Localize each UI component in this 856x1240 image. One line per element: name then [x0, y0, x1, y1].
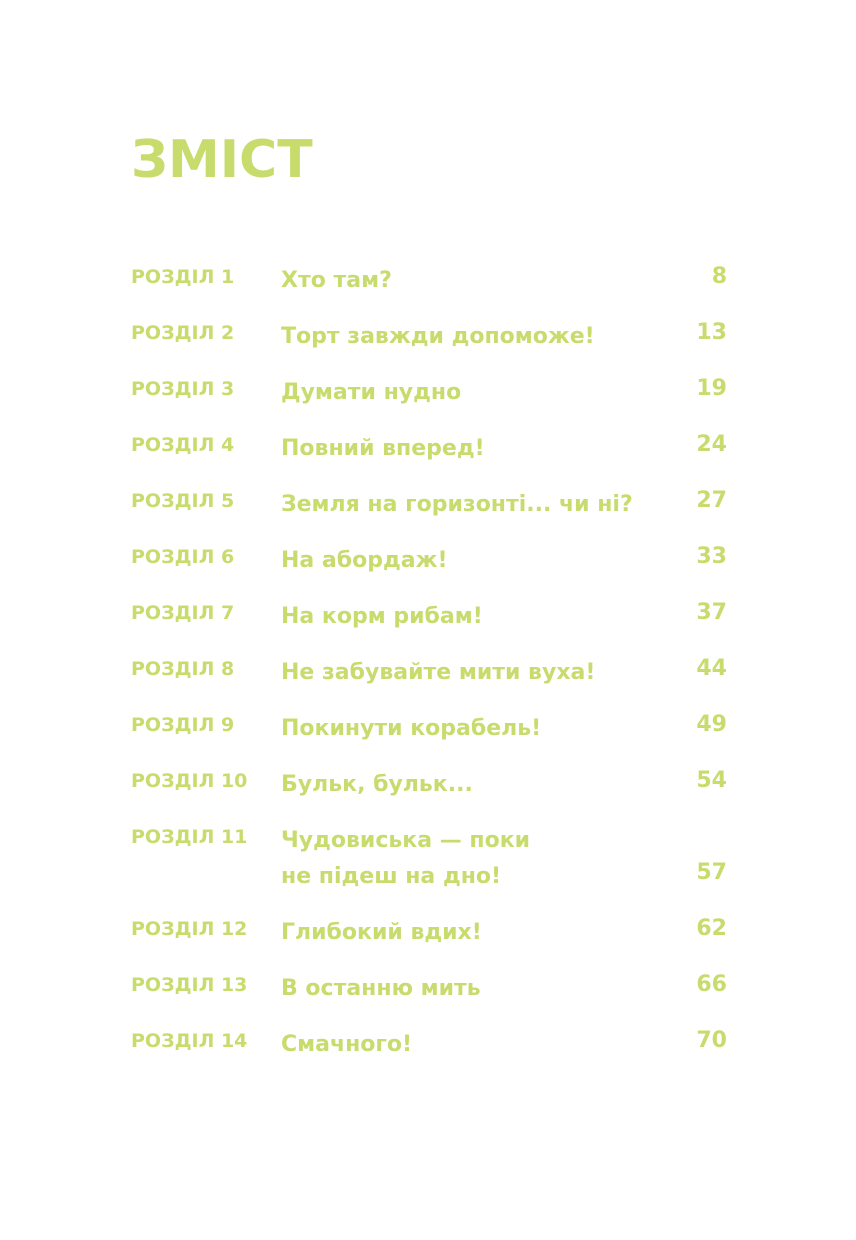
- chapter-number: РОЗДІЛ 2: [131, 322, 235, 344]
- page-number: 70: [696, 1028, 727, 1053]
- toc-entry-13[interactable]: [131, 965, 727, 1021]
- chapter-number: РОЗДІЛ 1: [131, 266, 235, 288]
- toc-entry-7[interactable]: [131, 593, 727, 649]
- toc-entry-12[interactable]: [131, 909, 727, 965]
- page-number: 44: [696, 656, 727, 681]
- chapter-title: Торт завжди допоможе!: [281, 324, 595, 349]
- chapter-title: Земля на горизонті... чи ні?: [281, 492, 633, 517]
- chapter-number: РОЗДІЛ 8: [131, 658, 235, 680]
- chapter-title: Хто там?: [281, 268, 392, 293]
- chapter-number: РОЗДІЛ 7: [131, 602, 235, 624]
- chapter-number: РОЗДІЛ 13: [131, 974, 248, 996]
- page-number: 33: [696, 544, 727, 569]
- page-number: 24: [696, 432, 727, 457]
- chapter-title: На абордаж!: [281, 548, 448, 573]
- chapter-number: РОЗДІЛ 5: [131, 490, 235, 512]
- toc-entry-6[interactable]: [131, 537, 727, 593]
- chapter-number: РОЗДІЛ 6: [131, 546, 235, 568]
- chapter-title: На корм рибам!: [281, 604, 483, 629]
- page-number: 66: [696, 972, 727, 997]
- table-of-contents: [131, 257, 727, 1077]
- chapter-number: РОЗДІЛ 11: [131, 826, 248, 848]
- chapter-title: Покинути корабель!: [281, 716, 542, 741]
- page-number: 37: [696, 600, 727, 625]
- page-number: 8: [711, 264, 727, 289]
- toc-entry-2[interactable]: [131, 313, 727, 369]
- page-number: 27: [696, 488, 727, 513]
- toc-entry-14[interactable]: [131, 1021, 727, 1077]
- chapter-title: Бульк, бульк...: [281, 772, 473, 797]
- page-number: 49: [696, 712, 727, 737]
- page-number: 19: [696, 376, 727, 401]
- page-number: 13: [696, 320, 727, 345]
- chapter-title: Глибокий вдих!: [281, 920, 482, 945]
- page-number: 62: [696, 916, 727, 941]
- chapter-title: В останню мить: [281, 976, 481, 1001]
- chapter-title: [281, 823, 651, 895]
- chapter-title: Не забувайте мити вуха!: [281, 660, 596, 685]
- page-number: 57: [696, 860, 727, 885]
- page-title: ЗМІСТ: [131, 130, 313, 190]
- toc-entry-11[interactable]: [131, 817, 727, 909]
- chapter-number: РОЗДІЛ 10: [131, 770, 248, 792]
- chapter-title-line-1: Чудовиська — поки: [281, 828, 531, 853]
- toc-entry-10[interactable]: [131, 761, 727, 817]
- chapter-number: РОЗДІЛ 9: [131, 714, 235, 736]
- chapter-title-line-2: не підеш на дно!: [281, 864, 502, 889]
- chapter-title: Думати нудно: [281, 380, 462, 405]
- chapter-number: РОЗДІЛ 4: [131, 434, 235, 456]
- chapter-title: Повний вперед!: [281, 436, 485, 461]
- chapter-number: РОЗДІЛ 14: [131, 1030, 248, 1052]
- chapter-number: РОЗДІЛ 12: [131, 918, 248, 940]
- chapter-title: Смачного!: [281, 1032, 413, 1057]
- chapter-number: РОЗДІЛ 3: [131, 378, 235, 400]
- toc-entry-3[interactable]: [131, 369, 727, 425]
- toc-entry-8[interactable]: [131, 649, 727, 705]
- toc-entry-9[interactable]: [131, 705, 727, 761]
- toc-entry-4[interactable]: [131, 425, 727, 481]
- toc-entry-1[interactable]: [131, 257, 727, 313]
- page-number: 54: [696, 768, 727, 793]
- toc-entry-5[interactable]: [131, 481, 727, 537]
